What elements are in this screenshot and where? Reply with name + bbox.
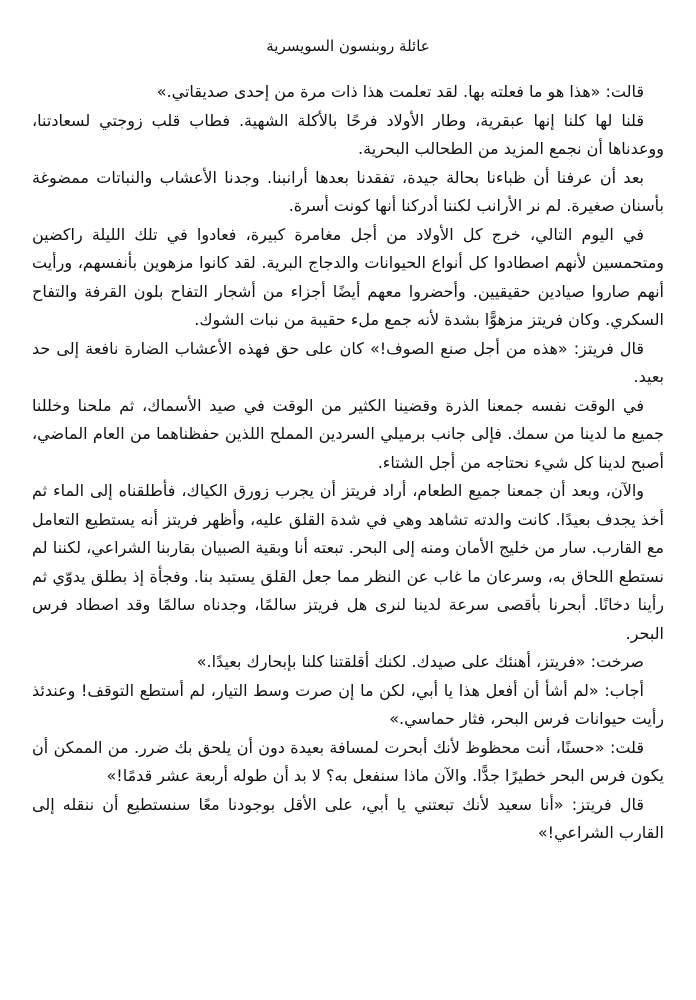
paragraph: قال فريتز: «هذه من أجل صنع الصوف!» كان على حق فهذه الأعشاب الضارة نافعة إلى حد بعيد. — [32, 338, 664, 386]
paragraph: في الوقت نفسه جمعنا الذرة وقضينا الكثير من الوقت في صيد الأسماك، ثم ملحنا وخللنا جميع ما لدينا من سمك. فإلى جانب برميلي السردين المملح اللذين حفظناهما من العام الماضي، أصبح لدينا كل شيء نحتاجه من أجل الشتاء. — [32, 395, 664, 472]
paragraph: بعد أن عرفنا أن ظباءنا بحالة جيدة، تفقدنا بعدها أرانبنا. وجدنا الأعشاب والنباتات ممضوغة بأسنان صغيرة. لم نر الأرانب لكننا أدركنا أنها كونت أسرة. — [32, 167, 664, 215]
running-header: عائلة روبنسون السويسرية — [266, 37, 430, 55]
paragraph: أجاب: «لم أشأ أن أفعل هذا يا أبي، لكن ما إن صرت وسط التيار، لم أستطع التوقف! وعندئذ رأيت حيوانات فرس البحر، فثار حماسي.» — [32, 680, 664, 728]
body-text — [32, 78, 664, 848]
paragraph: في اليوم التالي، خرج كل الأولاد من أجل مغامرة كبيرة، فعادوا في تلك الليلة راكضين ومتحمسين لأنهم اصطادوا كل أنواع الحيوانات والدجاج البرية. لقد كانوا مزهوين بأنفسهم، ورأيت أنهم صاروا صيادين حقيقيين. وأحضروا معهم أيضًا أجزاء من أشجار التفاح بلون القرفة والتفاح السكري. وكان فريتز مزهوًّا بشدة لأنه جمع ملء حقيبة من نبات الشوك. — [32, 224, 664, 329]
paragraph: قلنا لها كلنا إنها عبقرية، وطار الأولاد فرحًا بالأكلة الشهية. فطاب قلب زوجتي لسعادتنا، ووعدناها أن نجمع المزيد من الطحالب البحرية. — [32, 110, 664, 158]
paragraph: قلت: «حسنًا، أنت محظوظ لأنك أبحرت لمسافة بعيدة دون أن يلحق بك ضرر. من الممكن أن يكون فرس البحر خطيرًا جدًّا. والآن ماذا سنفعل به؟ لا بد أن طوله أربعة عشر قدمًا!» — [32, 737, 664, 785]
paragraph: قال فريتز: «أنا سعيد لأنك تبعتني يا أبي، على الأقل بوجودنا معًا سنستطيع أن ننقله إلى القارب الشراعي!» — [32, 794, 664, 842]
paragraph: والآن، وبعد أن جمعنا جميع الطعام، أراد فريتز أن يجرب زورق الكياك، فأطلقناه إلى الماء ثم أخذ يجدف بعيدًا. كانت والدته تشاهد وهي في شدة القلق عليه، وأظهر فريتز أنه يستطيع التعامل مع القارب. سار من خليج الأمان ومنه إلى البحر. تبعته أنا وبقية الصبيان بقاربنا الشراعي، لكننا لم نستطع اللحاق به، وسرعان ما غاب عن النظر مما جعل القلق يستبد بنا. وفجأة إذ بطلق يدوّي ثم رأينا دخانًا. أبحرنا بأقصى سرعة لدينا لنرى هل فريتز سالمًا، وجدناه سالمًا وقد اصطاد فرس البحر. — [32, 481, 664, 643]
paragraph: صرخت: «فريتز، أهنئك على صيدك. لكنك أقلقتنا كلنا بإبحارك بعيدًا.» — [196, 652, 644, 671]
paragraph: قالت: «هذا هو ما فعلته بها. لقد تعلمت هذا ذات مرة من إحدى صديقاتي.» — [156, 82, 644, 101]
